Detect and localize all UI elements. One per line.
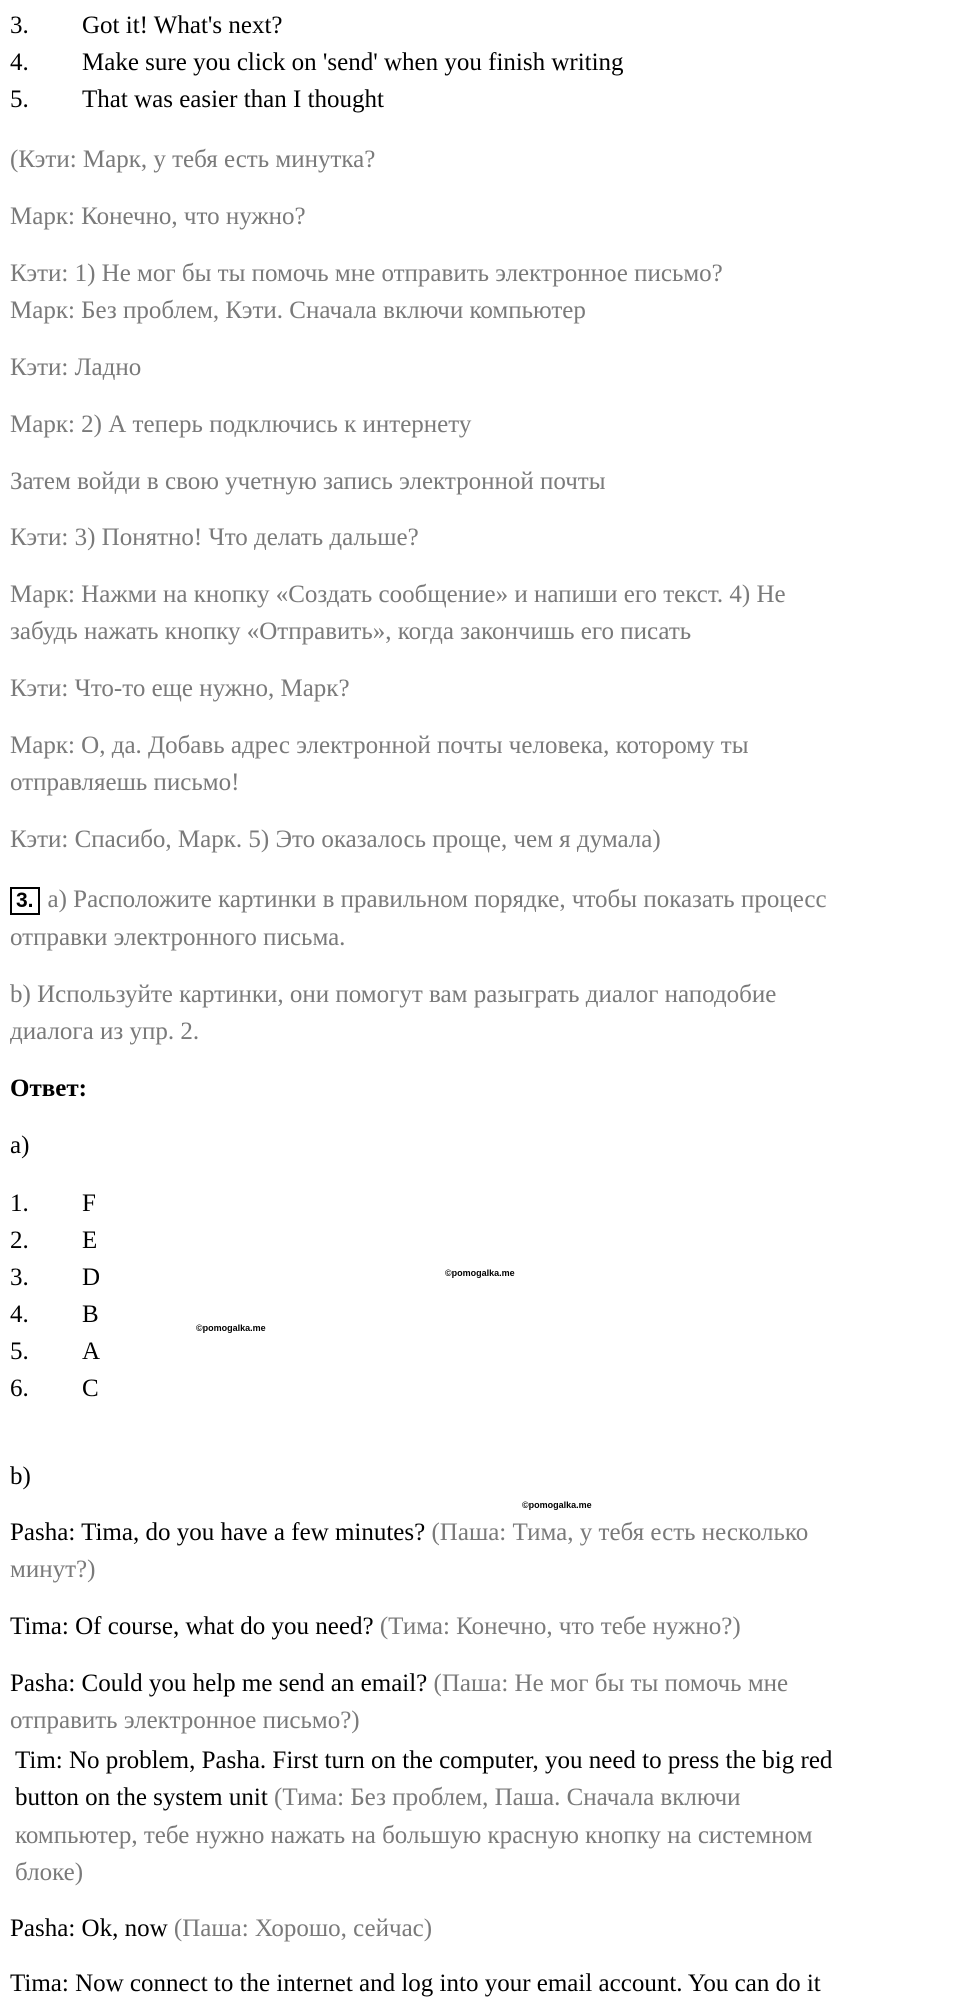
dialog-line: Tima: Of course, what do you need? (Тима: Конечно, что тебе нужно?) bbox=[10, 1613, 741, 1640]
list-item: 3. Got it! What's next? bbox=[10, 12, 283, 39]
list-item: 4. Make sure you click on 'send' when you finish writing bbox=[10, 49, 624, 76]
translation-line: Кэти: Спасибо, Марк. 5) Это оказалось проще, чем я думала) bbox=[10, 826, 661, 853]
translation-line: Марк: Конечно, что нужно? bbox=[10, 203, 306, 230]
watermark: ©pomogalka.me bbox=[196, 1323, 266, 1333]
translation-line: (Кэти: Марк, у тебя есть минутка? bbox=[10, 146, 376, 173]
dialog-line: Pasha: Could you help me send an email? (Паша: Не мог бы ты помочь мне bbox=[10, 1670, 789, 1697]
watermark: ©pomogalka.me bbox=[445, 1268, 515, 1278]
exercise-task-a: 3. a) Расположите картинки в правильном порядке, чтобы показать процесс bbox=[10, 882, 827, 918]
dialog-line: Tima: Now connect to the internet and log into your email account. You can do it bbox=[10, 1970, 821, 1997]
dialog-line: Pasha: Ok, now (Паша: Хорошо, сейчас) bbox=[10, 1915, 433, 1942]
answer-order-item: 2. E bbox=[10, 1227, 98, 1254]
translation-line: Марк: Без проблем, Кэти. Сначала включи компьютер bbox=[10, 297, 586, 324]
translation-line: забудь нажать кнопку «Отправить», когда закончишь его писать bbox=[10, 618, 692, 645]
translation-line: Марк: О, да. Добавь адрес электронной почты человека, которому ты bbox=[10, 732, 749, 759]
dialog-line: Pasha: Tima, do you have a few minutes? (Паша: Тима, у тебя есть несколько bbox=[10, 1519, 809, 1546]
translation-line: Марк: Нажми на кнопку «Создать сообщение» и напиши его текст. 4) Не bbox=[10, 581, 786, 608]
answer-order-item: 4. B bbox=[10, 1301, 99, 1328]
dialog-line: блоке) bbox=[15, 1859, 84, 1886]
translation-line: Кэти: Что-то еще нужно, Марк? bbox=[10, 675, 350, 702]
dialog-line: компьютер, тебе нужно нажать на большую красную кнопку на системном bbox=[15, 1822, 813, 1849]
answer-part-a: a) bbox=[10, 1132, 30, 1159]
answer-order-item: 6. C bbox=[10, 1375, 99, 1402]
translation-line: Марк: 2) А теперь подключись к интернету bbox=[10, 411, 472, 438]
translation-line: отправляешь письмо! bbox=[10, 769, 240, 796]
answer-order-item: 5. A bbox=[10, 1338, 101, 1365]
exercise-task-a-cont: отправки электронного письма. bbox=[10, 924, 346, 951]
exercise-task-b-cont: диалога из упр. 2. bbox=[10, 1018, 200, 1045]
answer-heading: Ответ: bbox=[10, 1075, 87, 1102]
translation-line: Кэти: 1) Не мог бы ты помочь мне отправить электронное письмо? bbox=[10, 260, 723, 287]
translation-line: Затем войди в свою учетную запись электронной почты bbox=[10, 468, 606, 495]
dialog-line: Tim: No problem, Pasha. First turn on the computer, you need to press the big red bbox=[15, 1747, 833, 1774]
dialog-line: минут?) bbox=[10, 1556, 96, 1583]
dialog-line: отправить электронное письмо?) bbox=[10, 1707, 360, 1734]
answer-order-item: 1. F bbox=[10, 1190, 96, 1217]
translation-line: Кэти: 3) Понятно! Что делать дальше? bbox=[10, 524, 419, 551]
exercise-task-b: b) Используйте картинки, они помогут вам разыграть диалог наподобие bbox=[10, 981, 777, 1008]
translation-line: Кэти: Ладно bbox=[10, 354, 142, 381]
exercise-number-badge: 3. bbox=[10, 887, 40, 915]
list-item: 5. That was easier than I thought bbox=[10, 86, 384, 113]
dialog-line: button on the system unit (Тима: Без проблем, Паша. Сначала включи bbox=[15, 1784, 741, 1811]
watermark: ©pomogalka.me bbox=[522, 1500, 592, 1510]
answer-order-item: 3. D bbox=[10, 1264, 101, 1291]
answer-part-b: b) bbox=[10, 1463, 31, 1490]
